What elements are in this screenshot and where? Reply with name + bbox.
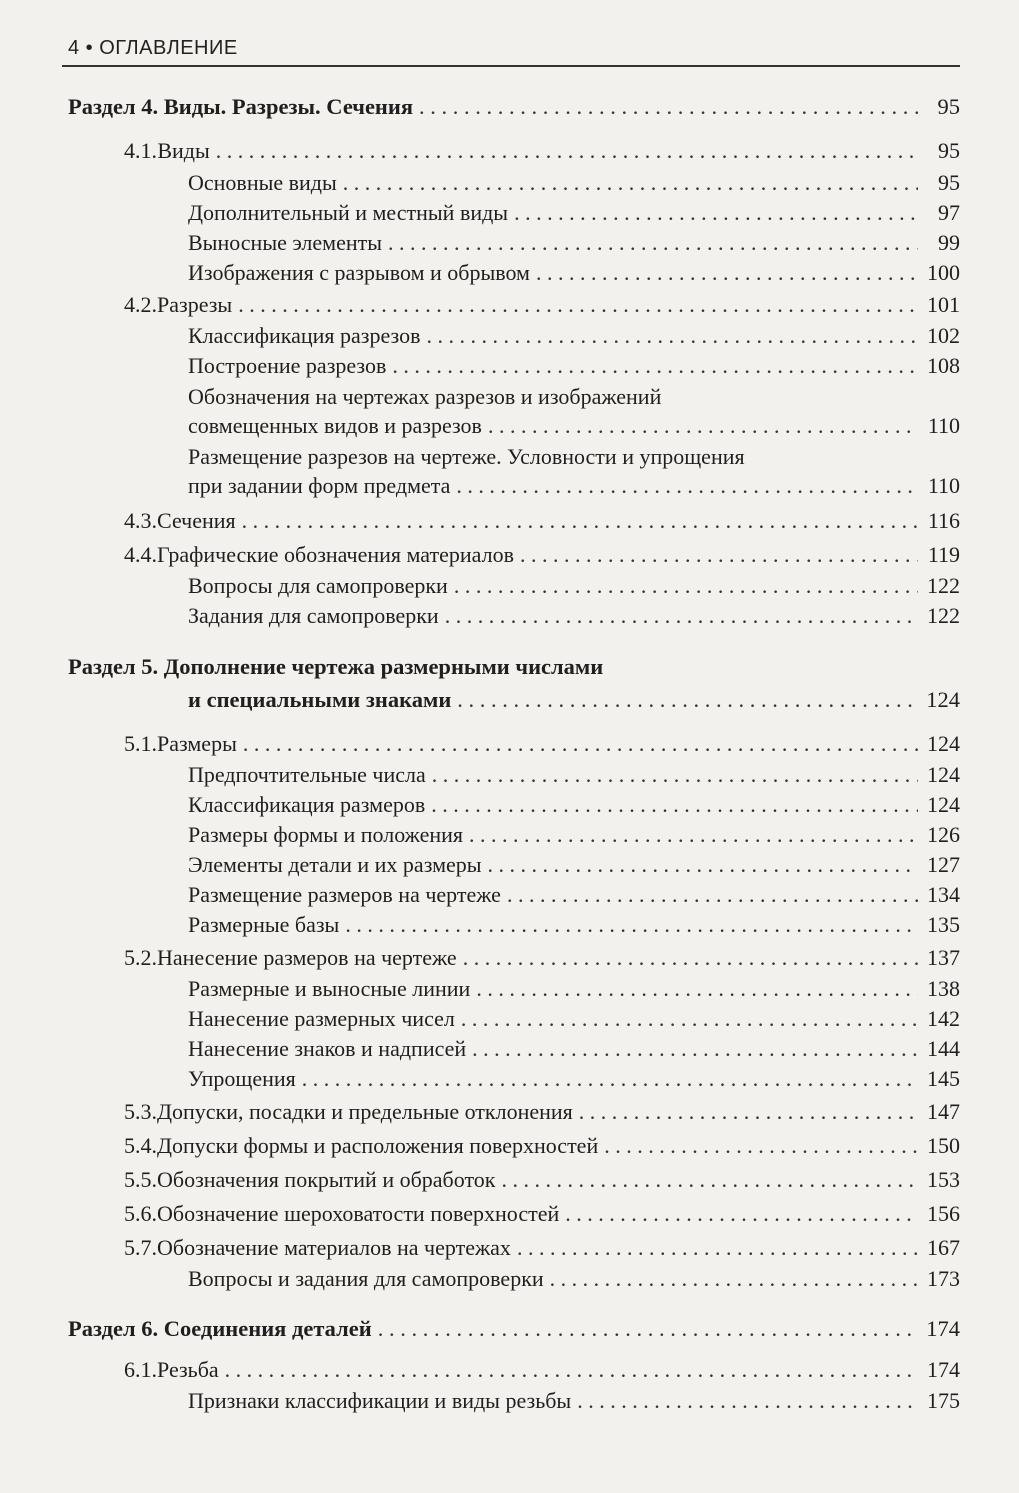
dot-leader [461,1006,918,1032]
toc-page: 124 [927,792,960,817]
toc-title: Графические обозначения материалов [157,542,514,567]
toc-page: 124 [927,731,960,756]
toc-title: Размеры [157,731,237,756]
toc-title: Классификация размеров [188,792,426,817]
toc-page: 173 [927,1266,960,1291]
toc-title: Нанесение знаков и надписей [188,1036,467,1061]
dot-leader [604,1133,918,1159]
toc-subentry[interactable] [188,1266,960,1292]
dot-leader [579,1099,918,1125]
toc-section-5[interactable] [188,687,960,713]
toc-title: Допуски формы и расположения поверхностей [157,1133,599,1158]
dot-leader [345,912,918,938]
toc-subentry[interactable] [188,230,960,256]
dot-leader [343,170,918,196]
toc-title: Нанесение размерных чисел [188,1006,455,1031]
toc-page: 174 [926,1316,960,1341]
toc-page: 150 [927,1133,960,1158]
dot-leader [463,945,918,971]
toc-page: 110 [927,473,960,498]
toc-page: 142 [927,1006,960,1031]
dot-leader [514,200,918,226]
dot-leader [388,230,918,256]
toc-entry-6-1[interactable] [124,1357,960,1383]
toc-number: 5.1. [124,731,157,756]
dot-leader [454,573,918,599]
toc-number: 4.1. [124,138,157,163]
toc-entry-4-1[interactable] [124,138,960,164]
toc-entry-5-3[interactable] [124,1099,960,1125]
toc-page: 127 [927,852,960,877]
dot-leader [488,413,918,439]
toc-title: Нанесение размеров на чертеже [157,945,457,970]
toc-page: 134 [927,882,960,907]
toc-title: Обозначения покрытий и обработок [157,1167,496,1192]
dot-leader [469,822,918,848]
toc-title: совмещенных видов и разрезов [188,413,482,438]
dot-leader [488,852,918,878]
toc-page: 137 [927,945,960,970]
toc-title: Задания для самопроверки [188,603,439,628]
toc-subentry-line: Размещение разрезов на чертеже. Условности и упрощения [188,444,745,469]
toc-subentry[interactable] [188,912,960,938]
toc-number: 5.7. [124,1235,157,1260]
toc-subentry[interactable] [188,792,960,818]
toc-number: 4.3. [124,508,157,533]
toc-page: 153 [927,1167,960,1192]
dot-leader [472,1036,918,1062]
toc-entry-5-1[interactable] [124,731,960,757]
toc-number: 5.5. [124,1167,157,1192]
toc-page: 116 [927,508,960,533]
dot-leader [476,976,918,1002]
toc-section-6[interactable] [68,1316,960,1342]
toc-entry-5-4[interactable] [124,1133,960,1159]
running-header: 4 • ОГЛАВЛЕНИЕ [68,37,238,59]
toc-subentry[interactable] [188,170,960,196]
toc-title: Построение разрезов [188,353,387,378]
dot-leader [426,323,918,349]
toc-page: 122 [927,573,960,598]
toc-page: 156 [927,1201,960,1226]
toc-title: Раздел 6. Соединения деталей [68,1316,372,1341]
toc-subentry[interactable] [188,882,960,908]
toc-title: Обозначение шероховатости поверхностей [157,1201,560,1226]
toc-page: 144 [927,1036,960,1061]
toc-title: Признаки классификации и виды резьбы [188,1388,572,1413]
dot-leader [242,508,918,534]
toc-page: 110 [927,413,960,438]
dot-leader [378,1316,918,1342]
toc-number: 5.2. [124,945,157,970]
toc-title: Раздел 4. Виды. Разрезы. Сечения [68,94,414,119]
toc-page: 102 [927,323,960,348]
toc-subentry[interactable] [188,473,960,499]
toc-title: Изображения с разрывом и обрывом [188,260,530,285]
toc-title: Размерные и выносные линии [188,976,471,1001]
toc-page: 97 [938,200,960,225]
toc-subentry[interactable] [188,413,960,439]
toc-page: 95 [938,138,960,163]
dot-leader [243,731,918,757]
toc-title: Резьба [157,1357,219,1382]
toc-subentry[interactable] [188,260,960,286]
toc-title: Виды [157,138,210,163]
toc-subentry[interactable] [188,1006,960,1032]
toc-page: 135 [927,912,960,937]
toc-subentry[interactable] [188,976,960,1002]
toc-section-4[interactable] [68,94,960,120]
toc-page: 174 [927,1357,960,1382]
toc-title: Основные виды [188,170,337,195]
dot-leader [517,1235,918,1261]
toc-subentry-line: Обозначения на чертежах разрезов и изображений [188,384,662,409]
toc-subentry[interactable] [188,573,960,599]
toc-page: 175 [927,1388,960,1413]
toc-number: 5.4. [124,1133,157,1158]
toc-page: 138 [927,976,960,1001]
toc-title: Размерные базы [188,912,340,937]
toc-entry-5-5[interactable] [124,1167,960,1193]
toc-entry-5-6[interactable] [124,1201,960,1227]
toc-title: Сечения [157,508,236,533]
toc-entry-5-2[interactable] [124,945,960,971]
toc-section-5-line: Раздел 5. Дополнение чертежа размерными числами [68,654,604,679]
dot-leader [577,1388,918,1414]
toc-subentry[interactable] [188,353,960,379]
toc-title: Выносные элементы [188,230,383,255]
toc-title: Обозначение материалов на чертежах [157,1235,511,1260]
dot-leader [457,687,918,713]
toc-subentry[interactable] [188,1388,960,1414]
toc-title: Вопросы для самопроверки [188,573,448,598]
toc-title: Классификация разрезов [188,323,421,348]
toc-subentry[interactable] [188,1066,960,1092]
toc-entry-4-3[interactable] [124,508,960,534]
toc-page: 119 [927,542,960,567]
toc-page: 101 [927,292,960,317]
toc-entry-4-4[interactable] [124,542,960,568]
toc-page: 126 [927,822,960,847]
toc-page: 95 [938,170,960,195]
toc-page: 108 [927,353,960,378]
toc-title: Разрезы [157,292,233,317]
dot-leader [501,1167,918,1193]
toc-subentry[interactable] [188,1036,960,1062]
dot-leader [419,94,918,120]
toc-entry-5-7[interactable] [124,1235,960,1261]
dot-leader [225,1357,918,1383]
dot-leader [507,882,918,908]
dot-leader [565,1201,918,1227]
toc-subentry[interactable] [188,323,960,349]
toc-page: 99 [938,230,960,255]
toc-number: 5.6. [124,1201,157,1226]
dot-leader [432,762,918,788]
toc-page: 122 [927,603,960,628]
toc-page: 145 [927,1066,960,1091]
toc-page: 100 [927,260,960,285]
dot-leader [445,603,918,629]
toc-subentry[interactable] [188,852,960,878]
toc-page: 95 [937,94,960,119]
dot-leader [431,792,918,818]
toc-title: Дополнительный и местный виды [188,200,509,225]
toc-subentry[interactable] [188,603,960,629]
toc-page: 124 [927,762,960,787]
toc-title: Вопросы и задания для самопроверки [188,1266,544,1291]
toc-entry-4-2[interactable] [124,292,960,318]
dot-leader [302,1066,918,1092]
toc-number: 4.4. [124,542,157,567]
dot-leader [216,138,918,164]
toc-title: Предпочтительные числа [188,762,426,787]
toc-title: Размеры формы и положения [188,822,463,847]
toc-number: 5.3. [124,1099,157,1124]
toc-page: 147 [927,1099,960,1124]
dot-leader [550,1266,918,1292]
toc-number: 6.1. [124,1357,157,1382]
toc-title: Упрощения [188,1066,296,1091]
toc-subentry[interactable] [188,822,960,848]
toc-page: 167 [927,1235,960,1260]
dot-leader [520,542,918,568]
toc-title: при задании форм предмета [188,473,451,498]
dot-leader [392,353,918,379]
toc-title: Размещение размеров на чертеже [188,882,501,907]
toc-title: Допуски, посадки и предельные отклонения [157,1099,573,1124]
dot-leader [238,292,918,318]
dot-leader [456,473,918,499]
toc-subentry[interactable] [188,200,960,226]
dot-leader [536,260,918,286]
toc-number: 4.2. [124,292,157,317]
toc-subentry[interactable] [188,762,960,788]
toc-title: Элементы детали и их размеры [188,852,482,877]
toc-title: и специальными знаками [188,687,452,712]
toc-page: 124 [926,687,960,712]
